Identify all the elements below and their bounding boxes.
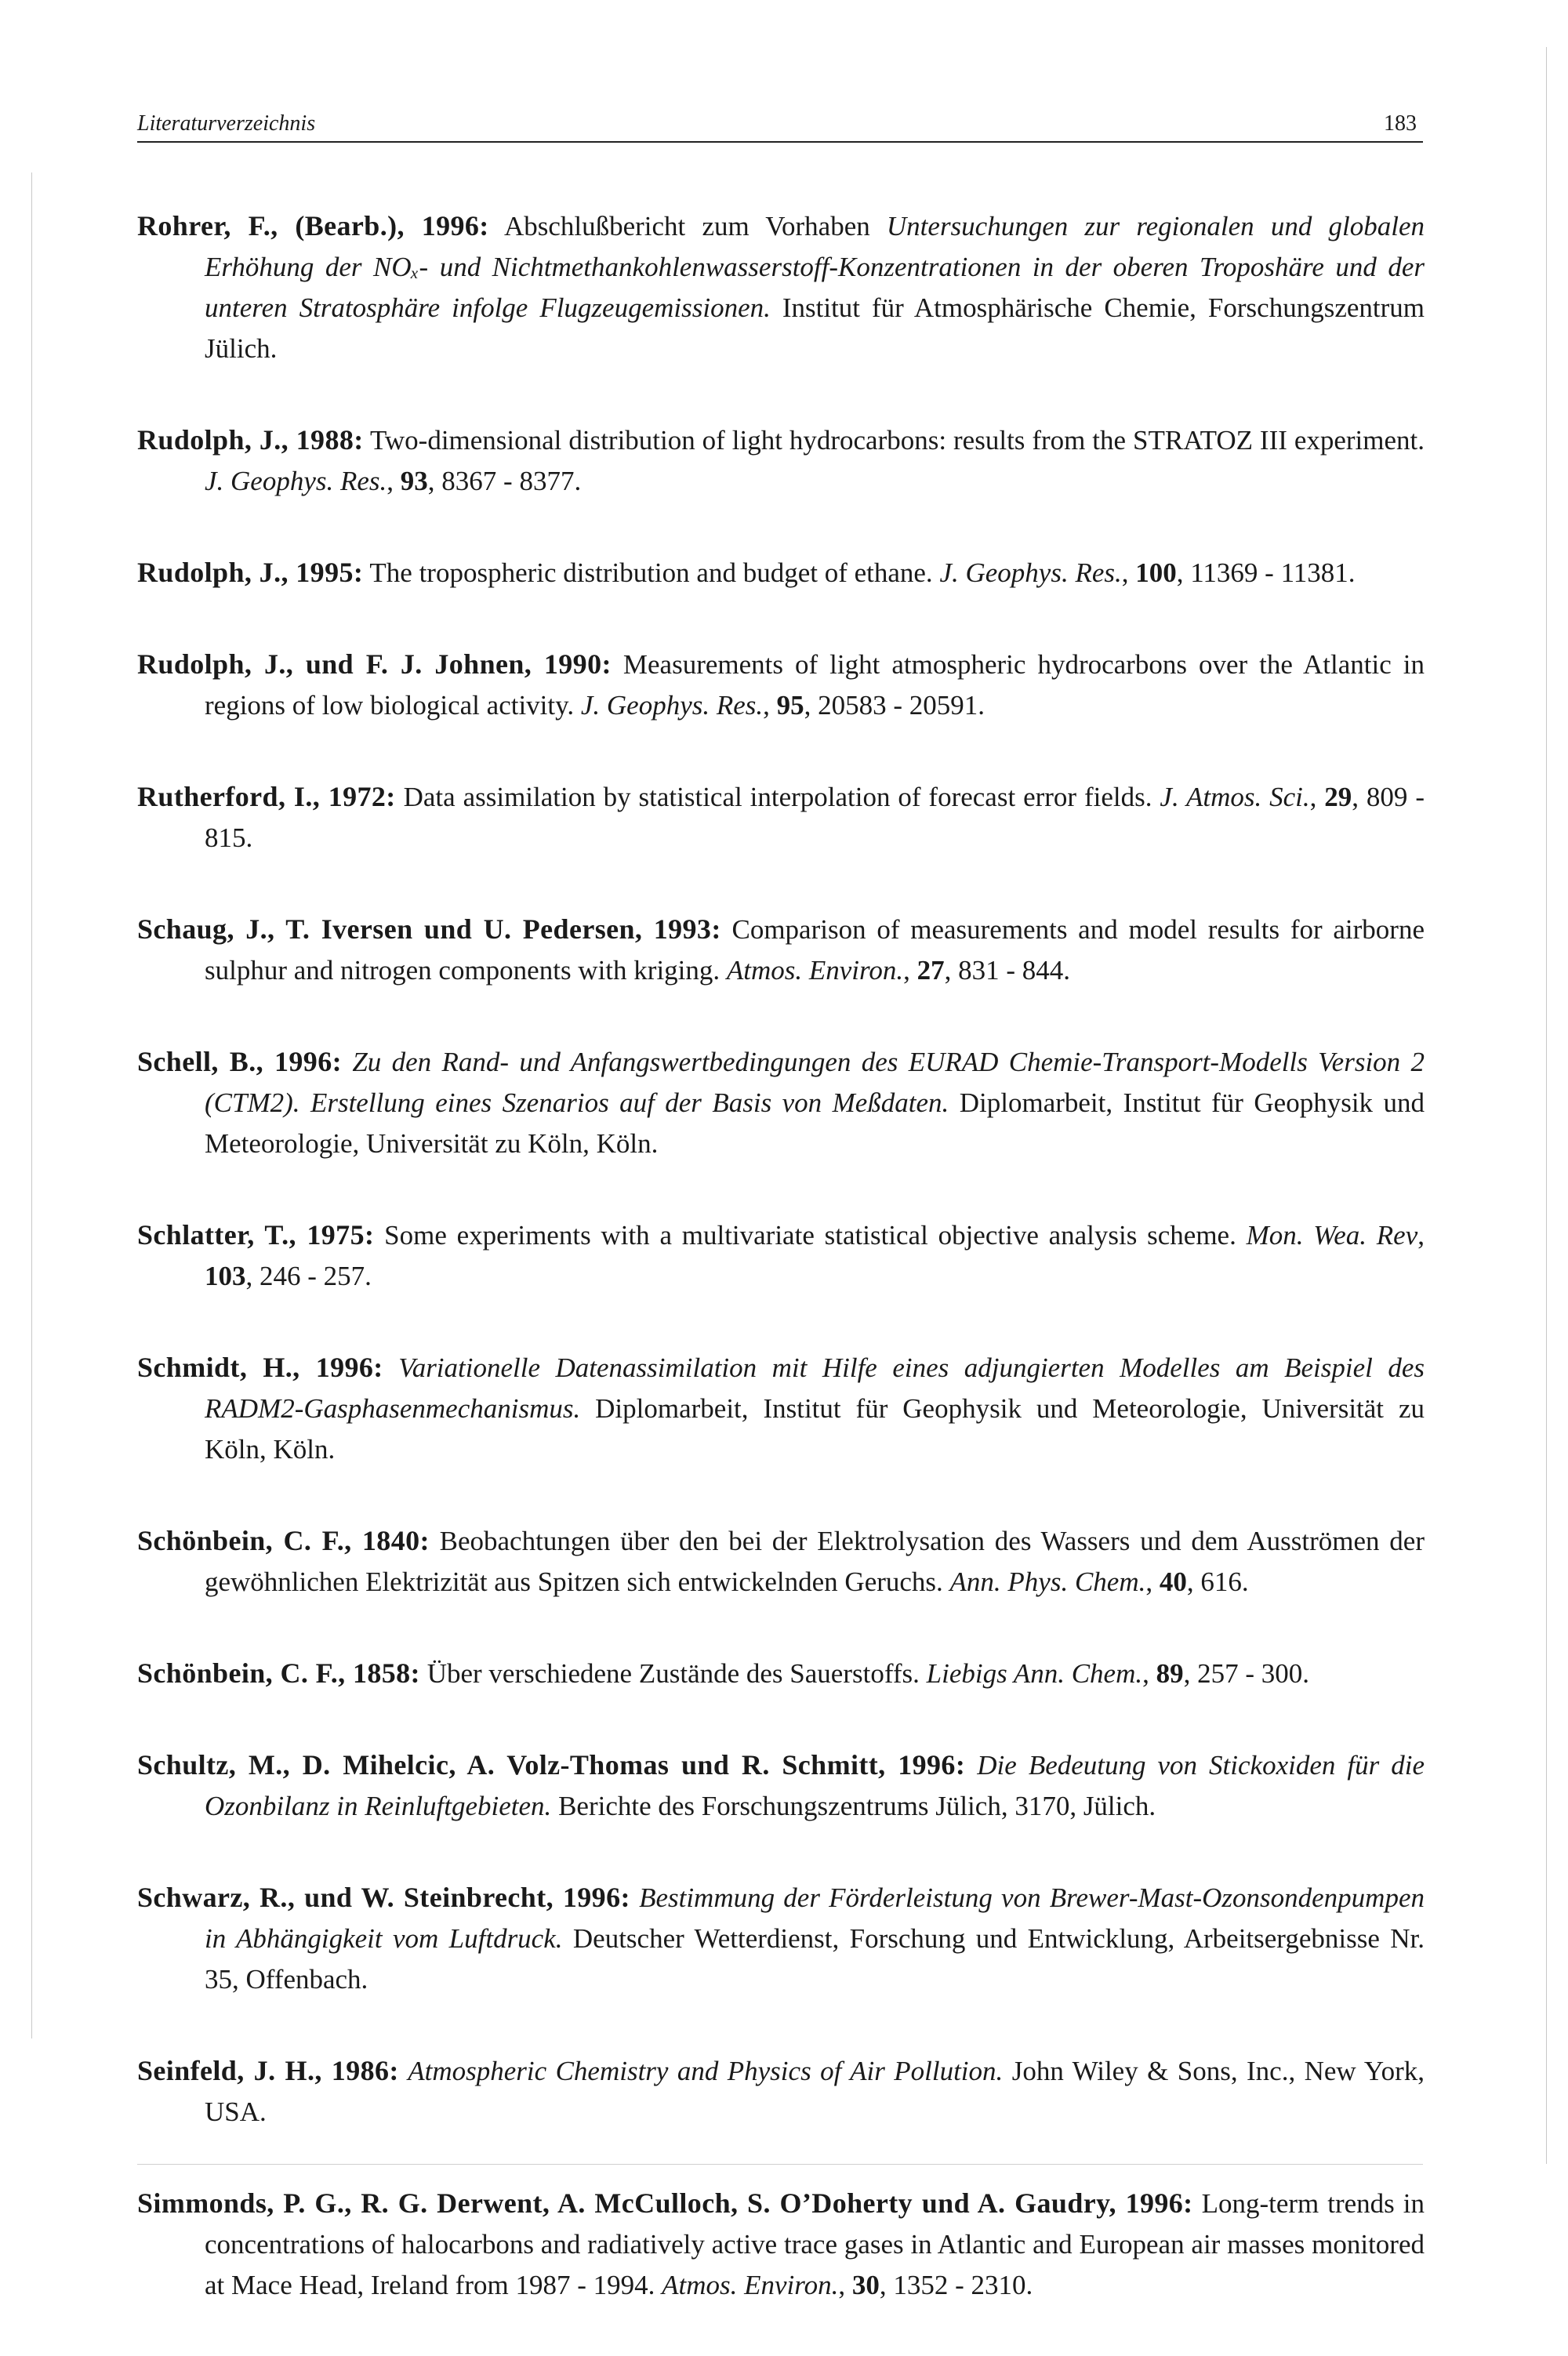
reference-title-italic: J. Geophys. Res. bbox=[205, 466, 387, 496]
reference-volume: 27 bbox=[916, 955, 945, 986]
reference-entry bbox=[137, 1347, 1425, 1470]
reference-entry bbox=[137, 1520, 1425, 1603]
scan-edge-bottom bbox=[137, 2164, 1423, 2165]
reference-text: , 616. bbox=[1186, 1566, 1249, 1597]
reference-title-italic: Ann. Phys. Chem. bbox=[949, 1566, 1146, 1597]
reference-authors: Rutherford, I., 1972: bbox=[137, 781, 396, 812]
reference-title-italic: Atmospheric Chemistry and Physics of Air Pollution. bbox=[408, 2056, 1004, 2086]
reference-entry bbox=[137, 205, 1425, 369]
reference-volume: 40 bbox=[1159, 1566, 1187, 1597]
reference-authors: Schlatter, T., 1975: bbox=[137, 1219, 375, 1251]
reference-text: The tropospheric distribution and budget of ethane. bbox=[363, 557, 940, 588]
reference-text: Diplomarbeit, Institut für Geophysik und Meteorologie, Universität zu Köln, Köln. bbox=[205, 1087, 1425, 1159]
reference-volume: 100 bbox=[1135, 557, 1177, 588]
reference-authors: Schönbein, C. F., 1840: bbox=[137, 1525, 430, 1556]
reference-title-italic: Zu den Rand- und Anfangswertbedingungen des EURAD Chemie-Transport-Modells Version 2 (CTM2). Erstellung eines Szenarios auf der Basis von Meßdaten. bbox=[205, 1047, 1425, 1118]
reference-title-italic: Atmos. Environ. bbox=[662, 2270, 839, 2300]
reference-text: Measurements of light atmospheric hydrocarbons over the Atlantic in regions of low biological activity. bbox=[205, 649, 1425, 721]
reference-volume: 30 bbox=[851, 2270, 880, 2300]
reference-authors: Rudolph, J., und F. J. Johnen, 1990: bbox=[137, 648, 612, 680]
page-header bbox=[137, 110, 1423, 143]
reference-volume: 93 bbox=[400, 466, 428, 496]
reference-entry bbox=[137, 1653, 1425, 1694]
reference-text: Some experiments with a multivariate statistical objective analysis scheme. bbox=[374, 1220, 1247, 1251]
reference-entry bbox=[137, 1041, 1425, 1164]
reference-volume: 95 bbox=[776, 690, 804, 721]
reference-authors: Schaug, J., T. Iversen und U. Pedersen, 1993: bbox=[137, 913, 721, 945]
scan-edge-right bbox=[1546, 47, 1547, 2164]
reference-text: Abschlußbericht zum Vorhaben bbox=[488, 211, 887, 241]
reference-list bbox=[137, 205, 1425, 2356]
reference-text: Data assimilation by statistical interpolation of forecast error fields. bbox=[395, 782, 1160, 812]
reference-text: , 809 - 815. bbox=[205, 782, 1425, 853]
scan-edge-left bbox=[31, 172, 32, 2038]
reference-title-italic: Mon. Wea. Rev bbox=[1246, 1220, 1418, 1251]
reference-entry bbox=[137, 776, 1425, 859]
reference-text: Institut für Atmosphärische Chemie, Forschungszentrum Jülich. bbox=[205, 292, 1425, 364]
reference-text: Beobachtungen über den bei der Elektrolysation des Wassers und dem Ausströmen der gewöhnlichen Elektrizität aus Spitzen sich entwickelnden Geruchs. bbox=[205, 1526, 1425, 1597]
reference-text: , bbox=[838, 2270, 852, 2300]
reference-text: , 20583 - 20591. bbox=[804, 690, 985, 721]
reference-authors: Schwarz, R., und W. Steinbrecht, 1996: bbox=[137, 1882, 630, 1913]
reference-entry bbox=[137, 1877, 1425, 2000]
reference-authors: Rohrer, F., (Bearb.), 1996: bbox=[137, 210, 489, 241]
reference-text bbox=[383, 1352, 399, 1383]
reference-text: Über verschiedene Zustände des Sauerstoffs. bbox=[419, 1658, 927, 1689]
reference-title-italic: Atmos. Environ. bbox=[726, 955, 904, 986]
reference-title-italic: J. Atmos. Sci. bbox=[1160, 782, 1310, 812]
reference-text: , 831 - 844. bbox=[944, 955, 1071, 986]
reference-text: , 246 - 257. bbox=[245, 1261, 372, 1291]
reference-authors: Schönbein, C. F., 1858: bbox=[137, 1657, 420, 1689]
reference-text bbox=[630, 1882, 639, 1913]
reference-entry bbox=[137, 552, 1425, 594]
reference-text: , bbox=[1417, 1220, 1425, 1251]
reference-entry bbox=[137, 2183, 1425, 2306]
reference-entry bbox=[137, 1744, 1425, 1827]
reference-text bbox=[965, 1750, 977, 1781]
reference-text bbox=[342, 1047, 352, 1077]
reference-authors: Rudolph, J., 1995: bbox=[137, 557, 364, 588]
reference-text: , 8367 - 8377. bbox=[427, 466, 582, 496]
reference-text: Diplomarbeit, Institut für Geophysik und Meteorologie, Universität zu Köln, Köln. bbox=[205, 1393, 1425, 1465]
reference-entry bbox=[137, 419, 1425, 502]
reference-text: Berichte des Forschungszentrums Jülich, 3170, Jülich. bbox=[551, 1791, 1156, 1821]
reference-authors: Rudolph, J., 1988: bbox=[137, 424, 364, 456]
reference-text: , 1352 - 2310. bbox=[879, 2270, 1033, 2300]
reference-title-italic: Liebigs Ann. Chem. bbox=[926, 1658, 1143, 1689]
reference-authors: Schultz, M., D. Mihelcic, A. Volz-Thomas und R. Schmitt, 1996: bbox=[137, 1749, 966, 1781]
reference-text: , bbox=[1142, 1658, 1156, 1689]
reference-text: Long-term trends in concentrations of halocarbons and radiatively active trace gases in Atlantic and European air masses monitored at Mace Head, Ireland from 1987 - 1994. bbox=[205, 2188, 1425, 2300]
reference-text: , bbox=[903, 955, 917, 986]
page-number: 183 bbox=[1384, 111, 1417, 136]
reference-title-italic: Untersuchungen zur regionalen und globalen Erhöhung der NOₓ- und Nichtmethankohlenwasserstoff-Konzentrationen in der oberen Troposhäre und der unteren Stratosphäre infolge Flugzeugemissionen. bbox=[205, 211, 1425, 323]
reference-text: John Wiley & Sons, Inc., New York, USA. bbox=[205, 2056, 1425, 2127]
reference-entry bbox=[137, 644, 1425, 726]
reference-text: , bbox=[1121, 557, 1136, 588]
reference-entry bbox=[137, 1214, 1425, 1297]
reference-text: Deutscher Wetterdienst, Forschung und Entwicklung, Arbeitsergebnisse Nr. 35, Offenbach. bbox=[205, 1923, 1425, 1995]
reference-authors: Seinfeld, J. H., 1986: bbox=[137, 2055, 399, 2086]
reference-text: Comparison of measurements and model results for airborne sulphur and nitrogen components with kriging. bbox=[205, 914, 1425, 986]
reference-volume: 89 bbox=[1156, 1658, 1184, 1689]
reference-authors: Schmidt, H., 1996: bbox=[137, 1352, 383, 1383]
reference-text bbox=[399, 2056, 408, 2086]
reference-title-italic: J. Geophys. Res. bbox=[939, 557, 1122, 588]
reference-title-italic: Bestimmung der Förderleistung von Brewer-Mast-Ozonsondenpumpen in Abhängigkeit vom Luftdruck. bbox=[205, 1882, 1425, 1954]
reference-text: , bbox=[763, 690, 777, 721]
reference-title-italic: Variationelle Datenassimilation mit Hilfe eines adjungierten Modelles am Beispiel des RADM2-Gasphasenmechanismus. bbox=[205, 1352, 1425, 1424]
reference-text: , 257 - 300. bbox=[1183, 1658, 1310, 1689]
reference-volume: 29 bbox=[1324, 782, 1352, 812]
reference-entry bbox=[137, 909, 1425, 991]
reference-text: Two-dimensional distribution of light hydrocarbons: results from the STRATOZ III experiment. bbox=[363, 425, 1425, 456]
reference-authors: Schell, B., 1996: bbox=[137, 1046, 342, 1077]
reference-text: , bbox=[1309, 782, 1325, 812]
running-title: Literaturverzeichnis bbox=[137, 111, 316, 136]
reference-volume: 103 bbox=[205, 1261, 246, 1291]
reference-title-italic: J. Geophys. Res. bbox=[580, 690, 764, 721]
reference-title-italic: Die Bedeutung von Stickoxiden für die Ozonbilanz in Reinluftgebieten. bbox=[205, 1750, 1425, 1821]
reference-text: , bbox=[387, 466, 401, 496]
reference-entry bbox=[137, 2050, 1425, 2133]
reference-text: , 11369 - 11381. bbox=[1176, 557, 1356, 588]
reference-authors: Simmonds, P. G., R. G. Derwent, A. McCulloch, S. O’Doherty und A. Gaudry, 1996: bbox=[137, 2187, 1193, 2219]
reference-text: , bbox=[1145, 1566, 1160, 1597]
